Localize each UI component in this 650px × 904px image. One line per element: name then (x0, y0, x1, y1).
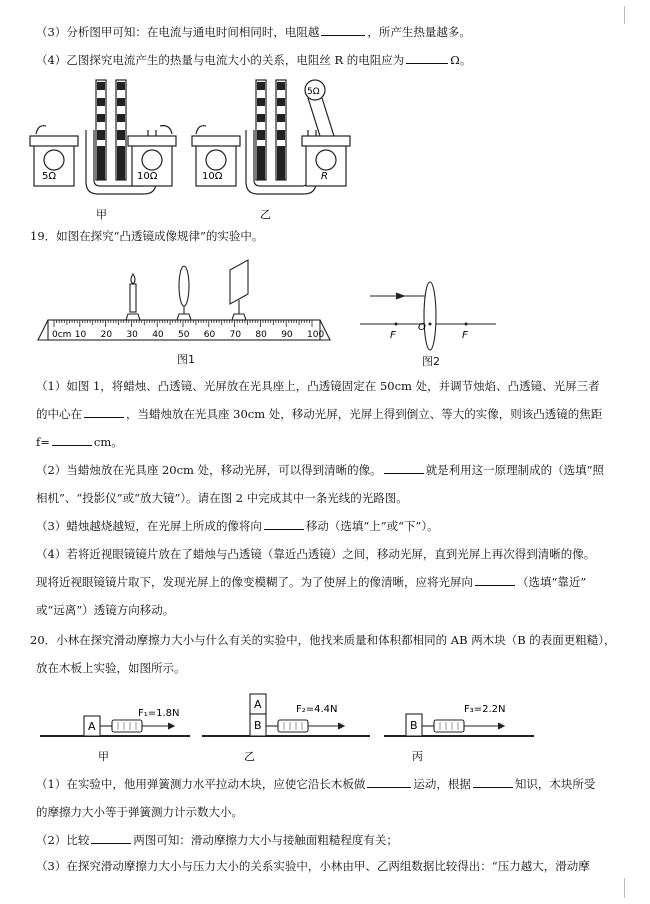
q18-jia-right-resistor-label: 10Ω (137, 171, 158, 182)
q20-caption-bing: 丙 (412, 750, 423, 763)
q18-figure-joule-heating (24, 72, 384, 222)
q18-yi-parallel-resistor-label: 5Ω (307, 87, 320, 97)
q19-figure1-caption: 图1 (177, 353, 195, 366)
q19-part2-line1: （2）当蜡烛放在光具座 20cm 处，移动光屏，可以得到清晰的像。 就是利用这一原理制成的（选填“照 (36, 463, 604, 477)
q19-part2-blank[interactable] (384, 462, 424, 474)
q19-fig2-optical-center: O (418, 322, 426, 333)
q18-part4-blank[interactable] (406, 52, 448, 64)
q18-yi-right-resistor-label: R (321, 171, 328, 182)
q19-part3: （3）蜡烛越烧越短，在光屏上所成的像将向 移动（选填“上”或“下”）。 (36, 519, 439, 533)
q20-part1-line2: 的摩擦力大小等于弹簧测力计示数大小。 (36, 805, 243, 819)
corner-mark-top-right (624, 6, 639, 24)
q20-part1-blank-motion[interactable] (367, 776, 411, 788)
ruler-tick-label: 30 (126, 330, 138, 340)
q20-yi-top-block-label: A (254, 698, 262, 711)
q20-part3: （3）在探究滑动摩擦力大小与压力大小的关系实验中，小林由甲、乙两组数据比较得出：“压力越大，滑动摩 (36, 859, 590, 873)
q18-caption-yi: 乙 (260, 208, 271, 221)
q20-jia-force-label: F₁=1.8N (138, 708, 180, 719)
q20-part1-line1: （1）在实验中，他用弹簧测力水平拉动木块，应使它沿长木板做 运动，根据 知识，木块所受 (36, 777, 596, 791)
ruler-tick-label: 50 (178, 330, 190, 340)
q20-part2: （2）比较 两图可知：滑动摩擦力大小与接触面粗糙程度有关； (36, 833, 398, 847)
q20-bing-block-label: B (410, 719, 418, 732)
q19-part1-blank-focal[interactable] (52, 434, 92, 446)
ruler-tick-label: 100 (307, 330, 325, 340)
q19-stem: 19．如图在探究“凸透镜成像规律”的实验中。 (30, 229, 264, 243)
q19-part4-blank[interactable] (475, 574, 515, 586)
q20-stem-line2: 放在木板上实验，如图所示。 (36, 661, 186, 675)
q20-part1-blank-knowledge[interactable] (473, 776, 513, 788)
q19-part3-blank[interactable] (264, 518, 304, 530)
q19-part4-line3: 或“远离”）透镜方向移动。 (36, 603, 175, 617)
q19-figure1-optical-bench (34, 258, 334, 354)
ruler-tick-label: 0cm (52, 330, 72, 340)
q18-part3-blank[interactable] (321, 24, 365, 36)
q20-stem-line1: 20．小林在探究滑动摩擦力大小与什么有关的实验中，他找来质量和体积都相同的 AB 两木块（B 的表面更粗糙）， (30, 633, 616, 647)
q19-part2-line2: 相机”、“投影仪”或“放大镜”）。请在图 2 中完成其中一条光线的光路图。 (36, 491, 408, 505)
q18-part3: （3）分析图甲可知：在电流与通电时间相同时，电阻越 ，所产生热量越多。 (36, 25, 471, 39)
ruler-tick-label: 40 (152, 330, 164, 340)
ruler-tick-label: 90 (281, 330, 293, 340)
q18-caption-jia: 甲 (96, 208, 107, 221)
q19-part4-line1: （4）若将近视眼镜镜片放在了蜡烛与凸透镜（靠近凸透镜）之间，移动光屏，直到光屏上再次得到清晰的像。 (36, 547, 596, 561)
ruler-tick-label: 80 (255, 330, 267, 340)
ruler-tick-label: 10 (74, 330, 87, 340)
q19-figure2-lens-diagram (356, 278, 506, 358)
q18-yi-left-resistor-label: 10Ω (202, 171, 223, 182)
q19-part1-line1: （1）如图 1，将蜡烛、凸透镜、光屏放在光具座上，凸透镜固定在 50cm 处，并调节烛焰、凸透镜、光屏三者 (36, 379, 600, 393)
ruler-tick-label: 70 (229, 330, 242, 340)
q20-figure-friction-setups (40, 686, 600, 766)
ruler-tick-label: 20 (100, 330, 113, 340)
q19-part1-blank-center[interactable] (84, 406, 124, 418)
corner-mark-bottom-right (624, 878, 639, 898)
q20-bing-force-label: F₃=2.2N (464, 704, 506, 715)
q18-jia-left-resistor-label: 5Ω (42, 171, 57, 182)
q20-caption-jia: 甲 (98, 750, 109, 763)
q19-fig2-focal-left: F (390, 330, 396, 341)
q19-figure2-caption: 图2 (422, 355, 440, 368)
q20-yi-force-label: F₂=4.4N (296, 704, 338, 715)
q20-part2-blank[interactable] (91, 832, 131, 844)
q20-caption-yi: 乙 (244, 750, 255, 763)
q20-jia-block-label: A (88, 720, 96, 733)
ruler-tick-label: 60 (203, 330, 216, 340)
q19-part4-line2: 现将近视眼镜镜片取下，发现光屏上的像变模糊了。为了使屏上的像清晰，应将光屏向 （选填“靠近” (36, 575, 587, 589)
q19-part1-line3: f= cm。 (36, 435, 123, 449)
q19-fig2-focal-right: F (462, 330, 468, 341)
q19-part1-line2: 的中心在 ，当蜡烛放在光具座 30cm 处，移动光屏，光屏上得到倒立、等大的实像，则该凸透镜的焦距 (36, 407, 603, 421)
q20-yi-bottom-block-label: B (254, 719, 262, 732)
q18-part4: （4）乙图探究电流产生的热量与电流大小的关系，电阻丝 R 的电阻应为 Ω。 (36, 53, 472, 67)
